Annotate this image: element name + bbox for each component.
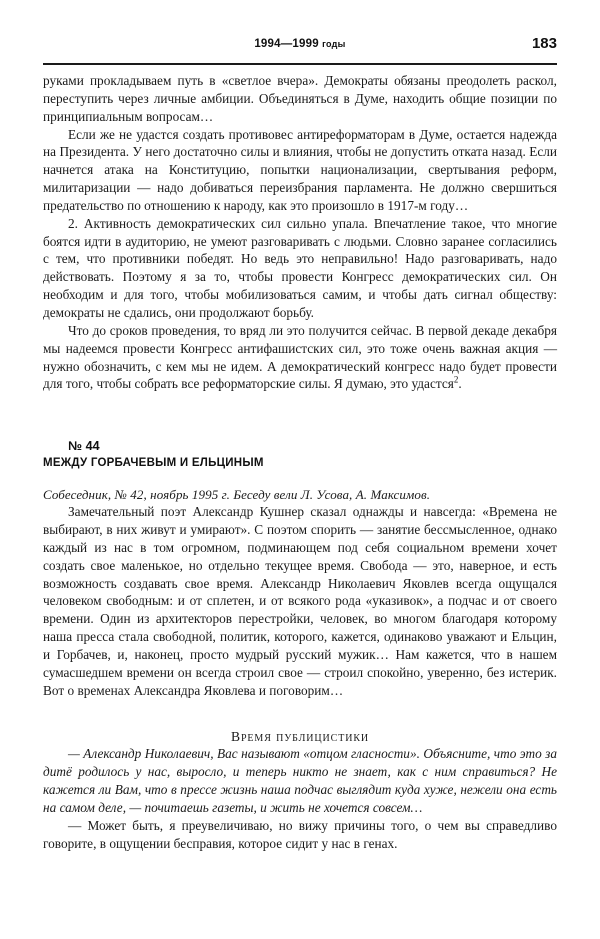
paragraph-president: Если же не удастся создать противовес антиреформаторам в Думе, остается надежда на Президента. У него достаточно силы и влияния, чтобы не допустить отката назад. Если начнется атака на Конституцию, попытки национализации, свертывания реформ, милитаризации — надо добиваться переизбрания парламента. Не должно свершиться предательство по отношению к народу, как это произошло в 1917-м году…	[43, 126, 557, 213]
document-title: МЕЖДУ ГОРБАЧЕВЫМ И ЕЛЬЦИНЫМ	[43, 457, 264, 470]
document-heading	[43, 439, 557, 503]
document-source-line: Собеседник, № 42, ноябрь 1995 г. Беседу вели Л. Усова, А. Максимов.	[43, 487, 431, 503]
footnote-marker: 2	[453, 374, 459, 385]
paragraph-terms-text: Что до сроков проведения, то вряд ли это получится сейчас. В первой декаде декабря мы надеемся провести Конгресс антифашистских сил, это тоже очень важная акция — нужно обозначить, с кем мы не идем. А демократический конгресс надо будет провести для того, чтобы собрать все реформаторские силы. Я думаю, это удастся	[43, 322, 557, 392]
paragraph-intro: Замечательный поэт Александр Кушнер сказал однажды и навсегда: «Времена не выбирают, в них живут и умирают». С поэтом спорить — занятие бессмысленное, однако каждый из нас в том огромном, подминающем под себя социальном времени хочет создать свое маленькое, но отдельно текущее время. Свобода — это, наверное, и есть возможность создавать свое время. Александр Николаевич Яковлев всегда ощущался человеком свободным: и от сплетен, и от всякого рода «указивок», а подчас и от своего времени. Один из архитекторов перестройки, человек, во многом благодаря которому наша пресса стала свободной, политик, которого, кажется, одинаково уважают и Ельцин, и Горбачев, и, наконец, просто мудрый русский мужик… Нам кажется, что в нашем сумасшедшем времени он всегда строил свое — строил спокойно, уверенно, без истерик. Вот о временах Александра Яковлева и поговорим…	[43, 504, 557, 698]
paragraph-terms	[43, 322, 557, 393]
running-head	[43, 35, 557, 60]
page-number: 183	[531, 35, 557, 52]
running-head-years: 1994—1999	[254, 38, 319, 50]
paragraph-activity: 2. Активность демократических сил сильно упала. Впечатление такое, что многие боятся идти в аудиторию, не умеют разговаривать с людьми. Словно заранее согласились с тем, что противники победят. Но ведь это неправильно! Надо разговаривать, надо действовать. Поэтому я за то, чтобы провести Конгресс демократических сил. Он необходим и для того, чтобы мобилизоваться самим, и чтобы дать сигнал обществу: демократы не сдались, они продолжают борьбу.	[43, 215, 557, 320]
running-head-word: годы	[322, 39, 346, 49]
running-head-title	[43, 38, 557, 50]
document-number: № 44	[68, 439, 100, 454]
paragraph-continued: руками прокладываем путь в «светлое вчера». Демократы обязаны преодолеть раскол, переступить через личные амбиции. Объединяться в Думе, находить общие позиции по принципиальным вопросам…	[43, 73, 557, 124]
paragraph-terms-tail: .	[458, 376, 462, 392]
interview-answer: — Может быть, я преувеличиваю, но вижу причины того, о чем вы справедливо говорите, в ощущении бесправия, которое сидит у нас в генах.	[43, 817, 557, 851]
text-column	[43, 72, 557, 853]
header-rule	[43, 63, 557, 65]
subsection-heading: Время публицистики	[230, 729, 370, 745]
interview-question: — Александр Николаевич, Вас называют «отцом гласности». Объясните, что это за дитё родилось у нас, выросло, и теперь никто не знает, как с ним справиться? Не кажется ли Вам, что в прессе жизнь наша подчас выглядит куда хуже, нежели она есть на самом деле, — почитаешь газеты, и жить не хочется совсем…	[43, 746, 557, 815]
